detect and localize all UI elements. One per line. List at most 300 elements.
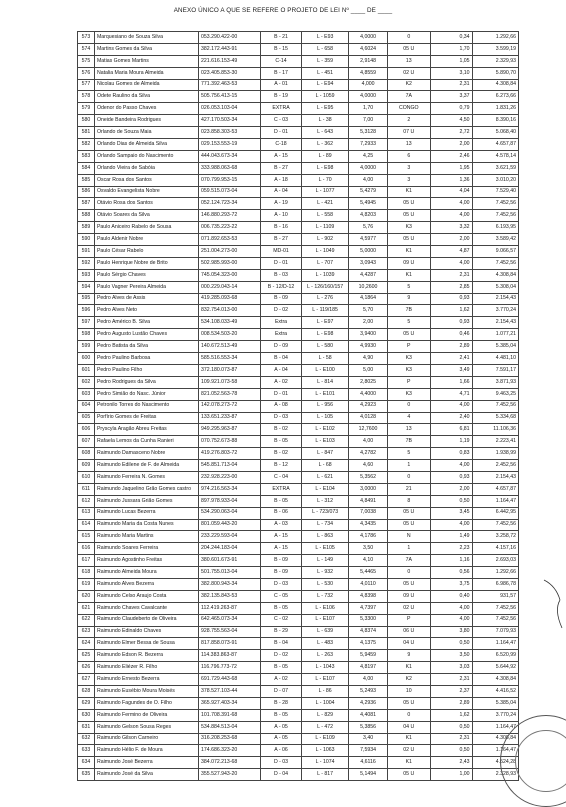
table-cell: 3,50 (349, 543, 387, 555)
table-cell: 931,57 (472, 590, 518, 602)
table-cell: 629 (78, 697, 95, 709)
table-cell: 1.938,99 (472, 448, 518, 460)
table-cell: K1 (387, 662, 430, 674)
table-row (78, 531, 519, 543)
table-cell: 1.164,47 (472, 745, 518, 757)
data-table (77, 31, 519, 781)
table-cell: 3,40 (349, 733, 387, 745)
table-cell: 2.154,43 (472, 317, 518, 329)
table-cell: 1.292,66 (472, 567, 518, 579)
table-cell: Otávio Rosa dos Santos (94, 198, 198, 210)
table-cell: L - 658 (301, 43, 348, 55)
table-cell: 642.465.073-34 (198, 614, 260, 626)
table-row (78, 32, 519, 44)
table-cell: K2 (387, 79, 430, 91)
table-cell: L - 707 (301, 257, 348, 269)
table-cell: 140.672.513-49 (198, 341, 260, 353)
table-cell: Pedro Alves de Assis (94, 293, 198, 305)
table-cell: 8 (387, 495, 430, 507)
table-cell: Raimundo Ernesto Bezerra (94, 674, 198, 686)
table-cell: 6.442,95 (472, 507, 518, 519)
table-cell: 928.755.563-04 (198, 626, 260, 638)
table-cell: Raimundo Fagundes de O. Filho (94, 697, 198, 709)
table-cell: 4.524,28 (472, 757, 518, 769)
table-cell: 607 (78, 436, 95, 448)
table-cell: L - 1049 (301, 246, 348, 258)
table-cell: 2,85 (430, 281, 472, 293)
table-cell: 2 (387, 115, 430, 127)
table-cell: L - E101 (301, 388, 348, 400)
table-cell: 384.072.213-68 (198, 757, 260, 769)
table-cell: A - 01 (261, 79, 302, 91)
table-cell: 7A (387, 91, 430, 103)
table-cell: 632 (78, 733, 95, 745)
table-row (78, 471, 519, 483)
table-row (78, 733, 519, 745)
table-cell: K2 (387, 674, 430, 686)
table-cell: 2,89 (430, 697, 472, 709)
table-cell: Raimundo Edinaldo Chaves (94, 626, 198, 638)
table-cell: 5.068,40 (472, 127, 518, 139)
table-cell: Raimundo Jussara Grião Gomes (94, 495, 198, 507)
table-cell: 4,60 (349, 460, 387, 472)
table-cell: B - 28 (261, 697, 302, 709)
table-cell: C-18 (261, 139, 302, 151)
table-cell: 3.599,19 (472, 43, 518, 55)
table-cell: 3.258,72 (472, 531, 518, 543)
table-cell: 4.308,84 (472, 733, 518, 745)
table-cell: 4,6116 (349, 757, 387, 769)
table-cell: 2,00 (430, 139, 472, 151)
table-cell: Raimundo Chaves Cavalcante (94, 602, 198, 614)
table-cell: A - 15 (261, 150, 302, 162)
table-cell: 897.978.933-04 (198, 495, 260, 507)
table-cell: 071.892.653-53 (198, 234, 260, 246)
table-cell: 0,56 (430, 567, 472, 579)
table-cell: 112.419.263-87 (198, 602, 260, 614)
table-cell: Paulo Aldenir Nobre (94, 234, 198, 246)
table-cell: A - 05 (261, 733, 302, 745)
table-cell: L - 814 (301, 376, 348, 388)
table-row (78, 424, 519, 436)
table-cell: Raimundo Eliézer R. Filho (94, 662, 198, 674)
table-cell: 603 (78, 388, 95, 400)
table-cell: 2.328,93 (472, 769, 518, 781)
table-cell: Pedro Alves Neto (94, 305, 198, 317)
table-cell: 4,2782 (349, 448, 387, 460)
table-cell: Raimundo Ferreira N. Gomes (94, 471, 198, 483)
table-cell: 6,81 (430, 424, 472, 436)
table-cell: B - 21 (261, 32, 302, 44)
table-cell: 1,66 (430, 376, 472, 388)
table-cell: 4,1864 (349, 293, 387, 305)
table-row (78, 697, 519, 709)
table-cell: 3,9400 (349, 329, 387, 341)
table-cell: K1 (387, 733, 430, 745)
table-cell: 07 U (387, 127, 430, 139)
table-cell: 2,46 (430, 150, 472, 162)
table-cell: L - 829 (301, 709, 348, 721)
table-cell: 0 (387, 471, 430, 483)
table-cell: A - 04 (261, 364, 302, 376)
table-cell: 4,8559 (349, 67, 387, 79)
table-row (78, 495, 519, 507)
table-cell: 594 (78, 281, 95, 293)
table-cell: L - E107 (301, 674, 348, 686)
table-cell: 232.928.223-00 (198, 471, 260, 483)
table-row (78, 483, 519, 495)
table-cell: K1 (387, 757, 430, 769)
table-cell: 4.308,84 (472, 674, 518, 686)
table-cell: L - E102 (301, 424, 348, 436)
table-cell: 026.053.103-04 (198, 103, 260, 115)
table-cell: 5 (387, 448, 430, 460)
table-cell: 2,31 (430, 674, 472, 686)
table-cell: Raimundo Lucas Bezerra (94, 507, 198, 519)
table-cell: L - 68 (301, 460, 348, 472)
table-cell: 588 (78, 210, 95, 222)
table-cell: 5,3562 (349, 471, 387, 483)
table-cell: 2,72 (430, 127, 472, 139)
table-cell: 2,00 (430, 234, 472, 246)
table-cell: L - 530 (301, 578, 348, 590)
table-cell: 545.851.713-04 (198, 460, 260, 472)
table-cell: 3.589,42 (472, 234, 518, 246)
table-cell: 4,2923 (349, 400, 387, 412)
table-cell: Odete Raulino da Silva (94, 91, 198, 103)
table-cell: K1 (387, 246, 430, 258)
table-row (78, 567, 519, 579)
table-row (78, 341, 519, 353)
table-cell: C - 02 (261, 614, 302, 626)
table-cell: C - 05 (261, 590, 302, 602)
table-cell: 9.066,57 (472, 246, 518, 258)
table-cell: 5,4465 (349, 567, 387, 579)
table-cell: 5,70 (349, 305, 387, 317)
table-cell: 053.290.422-00 (198, 32, 260, 44)
table-cell: 0 (387, 567, 430, 579)
table-cell: 610 (78, 471, 95, 483)
table-cell: 3.770,24 (472, 709, 518, 721)
table-cell: 771.392.463-53 (198, 79, 260, 91)
table-cell: 378.527.103-44 (198, 685, 260, 697)
table-cell: 2,41 (430, 353, 472, 365)
table-cell: 142.078.273-72 (198, 400, 260, 412)
table-cell: L - 359 (301, 55, 348, 67)
table-row (78, 614, 519, 626)
table-cell: 5,4279 (349, 186, 387, 198)
table-cell: B - 05 (261, 602, 302, 614)
table-cell: 355.527.943-20 (198, 769, 260, 781)
table-cell: Paulo César Rabelo (94, 246, 198, 258)
table-cell: K3 (387, 222, 430, 234)
table-cell: 620 (78, 590, 95, 602)
table-row (78, 127, 519, 139)
table-cell: 7B (387, 436, 430, 448)
table-cell: Orlando Vieira de Sabóia (94, 162, 198, 174)
table-cell: L - 483 (301, 638, 348, 650)
table-cell: 4.308,84 (472, 269, 518, 281)
table-cell: A - 10 (261, 210, 302, 222)
table-cell: 0,50 (430, 638, 472, 650)
table-cell: 2.223,41 (472, 436, 518, 448)
table-cell: L - E104 (301, 483, 348, 495)
table-cell: 316.208.253-68 (198, 733, 260, 745)
table-cell: 577 (78, 79, 95, 91)
table-cell: 2,43 (430, 757, 472, 769)
table-cell: 6.193,95 (472, 222, 518, 234)
table-cell: 0,50 (430, 745, 472, 757)
table-row (78, 162, 519, 174)
table-cell: L - 276 (301, 293, 348, 305)
table-cell: 7.529,40 (472, 186, 518, 198)
table-cell: 4,3435 (349, 519, 387, 531)
table-cell: Raimundo Maria Martins (94, 531, 198, 543)
table-cell: 3,45 (430, 507, 472, 519)
table-cell: 609 (78, 460, 95, 472)
table-cell: B - 03 (261, 269, 302, 281)
table-cell: D - 03 (261, 757, 302, 769)
table-cell: 02 U (387, 745, 430, 757)
table-cell: Pedro Simião do Nasc. Júnior (94, 388, 198, 400)
table-cell: 801.059.443-20 (198, 519, 260, 531)
table-cell: 1,62 (430, 709, 472, 721)
table-cell: 4,1375 (349, 638, 387, 650)
table-cell: K1 (387, 269, 430, 281)
table-cell: 023.405.853-30 (198, 67, 260, 79)
table-cell: 4,00 (430, 257, 472, 269)
table-cell: Raimundo Jaquelino Grão Gomes castro (94, 483, 198, 495)
table-cell: 4,00 (349, 436, 387, 448)
table-row (78, 507, 519, 519)
table-cell: 619 (78, 578, 95, 590)
table-cell: 534.884.513-04 (198, 721, 260, 733)
table-cell: L - 70 (301, 174, 348, 186)
table-cell: 574 (78, 43, 95, 55)
table-row (78, 79, 519, 91)
table-cell: 5,4945 (349, 198, 387, 210)
table-cell: 5.890,70 (472, 67, 518, 79)
table-cell: Pedro Batista da Silva (94, 341, 198, 353)
table-cell: 3,50 (430, 650, 472, 662)
table-cell: 4,8491 (349, 495, 387, 507)
table-cell: 586 (78, 186, 95, 198)
table-cell: 204.244.183-04 (198, 543, 260, 555)
table-cell: 5,3300 (349, 614, 387, 626)
table-cell: D - 03 (261, 578, 302, 590)
table-row (78, 460, 519, 472)
table-row (78, 709, 519, 721)
table-cell: 3,0943 (349, 257, 387, 269)
table-cell: N (387, 531, 430, 543)
table-cell: Orlando de Souza Maia (94, 127, 198, 139)
table-row (78, 685, 519, 697)
table-cell: 587 (78, 198, 95, 210)
table-cell: B - 09 (261, 293, 302, 305)
table-cell: 601 (78, 364, 95, 376)
table-cell: B - 15 (261, 43, 302, 55)
table-cell: 5,9459 (349, 650, 387, 662)
table-cell: B - 05 (261, 709, 302, 721)
table-cell: 05 U (387, 43, 430, 55)
table-cell: L - 643 (301, 127, 348, 139)
table-cell: 05 U (387, 697, 430, 709)
table-cell: Raimundo Gelson Sousa Reges (94, 721, 198, 733)
table-row (78, 745, 519, 757)
table-cell: 580 (78, 115, 95, 127)
table-cell: 0 (387, 400, 430, 412)
table-cell: 534.108.033-49 (198, 317, 260, 329)
table-cell: B - 02 (261, 424, 302, 436)
table-cell: 7.591,17 (472, 364, 518, 376)
table-cell: 579 (78, 103, 95, 115)
table-row (78, 602, 519, 614)
table-cell: 4.657,87 (472, 139, 518, 151)
table-cell: L - 105 (301, 412, 348, 424)
table-cell: 427.170.503-34 (198, 115, 260, 127)
table-cell: 0,79 (430, 103, 472, 115)
table-cell: A - 19 (261, 198, 302, 210)
table-cell: 221.616.153-49 (198, 55, 260, 67)
table-cell: P (387, 376, 430, 388)
table-cell: 9 (387, 293, 430, 305)
table-cell: D - 04 (261, 769, 302, 781)
table-cell: 174.686.323-20 (198, 745, 260, 757)
table-cell: 615 (78, 531, 95, 543)
table-cell: 581 (78, 127, 95, 139)
table-cell: D - 02 (261, 650, 302, 662)
table-cell: L - 1077 (301, 186, 348, 198)
table-cell: 1.164,47 (472, 495, 518, 507)
table-cell: 4.481,10 (472, 353, 518, 365)
table-cell: 576 (78, 67, 95, 79)
table-cell: 09 U (387, 590, 430, 602)
table-cell: L - E97 (301, 317, 348, 329)
table-cell: 4,87 (430, 246, 472, 258)
table-cell: 0,40 (430, 590, 472, 602)
table-cell: 602 (78, 376, 95, 388)
table-cell: A - 03 (261, 519, 302, 531)
table-cell: 1,62 (430, 305, 472, 317)
table-cell: B - 02 (261, 448, 302, 460)
table-cell: Rafaela Lemos da Cunha Ranieri (94, 436, 198, 448)
table-cell: 5,2493 (349, 685, 387, 697)
table-cell: Raimundo Edilene de F. de Almeida (94, 460, 198, 472)
table-cell: 583 (78, 150, 95, 162)
table-cell: 1.077,21 (472, 329, 518, 341)
table-cell: 4,00 (430, 614, 472, 626)
table-cell: B - 09 (261, 555, 302, 567)
table-cell: 2,37 (430, 685, 472, 697)
table-cell: 4,00 (430, 400, 472, 412)
table-cell: D - 01 (261, 257, 302, 269)
table-cell: Pedro Augusto Lustão Chaves (94, 329, 198, 341)
table-cell: 5 (387, 317, 430, 329)
table-cell: 5.385,04 (472, 697, 518, 709)
table-cell: 617 (78, 555, 95, 567)
table-cell: A - 05 (261, 721, 302, 733)
table-cell: B - 06 (261, 507, 302, 519)
table-row (78, 305, 519, 317)
table-cell: 133.651.233-87 (198, 412, 260, 424)
table-row (78, 174, 519, 186)
table-cell: L - 1063 (301, 745, 348, 757)
table-cell: B - 05 (261, 662, 302, 674)
table-cell: B - 04 (261, 353, 302, 365)
table-cell: L - 149 (301, 555, 348, 567)
table-row (78, 412, 519, 424)
table-cell: 599 (78, 341, 95, 353)
table-cell: A - 02 (261, 376, 302, 388)
table-cell: L - 58 (301, 353, 348, 365)
table-cell: 2,9148 (349, 55, 387, 67)
table-row (78, 293, 519, 305)
table-cell: 04 U (387, 638, 430, 650)
table-cell: L - 621 (301, 471, 348, 483)
table-cell: 419.276.803-72 (198, 448, 260, 460)
table-cell: Petronilo Torres do Nascimento (94, 400, 198, 412)
table-row (78, 364, 519, 376)
table-cell: 2,00 (430, 483, 472, 495)
table-cell: L - 451 (301, 67, 348, 79)
table-cell: 5.385,04 (472, 341, 518, 353)
table-cell: 7.452,56 (472, 198, 518, 210)
table-cell: C - 04 (261, 471, 302, 483)
table-cell: 582 (78, 139, 95, 151)
table-cell: L - E94 (301, 79, 348, 91)
table-cell: 4,8374 (349, 626, 387, 638)
table-cell: 1.292,66 (472, 32, 518, 44)
page-title: ANEXO ÚNICO A QUE SE REFERE O PROJETO DE LEI Nº ____ DE ____ (173, 7, 393, 14)
table-row (78, 519, 519, 531)
table-cell: L - 1109 (301, 222, 348, 234)
table-cell: 633 (78, 745, 95, 757)
table-row (78, 376, 519, 388)
table-cell: Raimundo Hélio F. de Moura (94, 745, 198, 757)
table-cell: 4,9930 (349, 341, 387, 353)
table-cell: 578 (78, 91, 95, 103)
table-cell: K3 (387, 388, 430, 400)
table-row (78, 150, 519, 162)
table-cell: 6.273,66 (472, 91, 518, 103)
table-cell: Raimundo Agostinho Freitas (94, 555, 198, 567)
table-row (78, 650, 519, 662)
table-cell: 4,8197 (349, 662, 387, 674)
table-cell: 600 (78, 353, 95, 365)
table-cell: 5,0000 (349, 246, 387, 258)
table-cell: 070.752.673-88 (198, 436, 260, 448)
table-cell: 6.986,78 (472, 578, 518, 590)
table-cell: 3.621,59 (472, 162, 518, 174)
table-cell: L - 421 (301, 198, 348, 210)
table-cell: 008.534.503-20 (198, 329, 260, 341)
table-cell: 1,16 (430, 555, 472, 567)
table-cell: L - 89 (301, 150, 348, 162)
table-cell: 13 (387, 55, 430, 67)
table-cell: Pedro Rodrigues da Silva (94, 376, 198, 388)
table-cell: 1,05 (430, 55, 472, 67)
table-cell: 596 (78, 305, 95, 317)
table-cell: 12,7600 (349, 424, 387, 436)
table-cell: B - 04 (261, 638, 302, 650)
table-row (78, 186, 519, 198)
table-cell: 023.858.303-53 (198, 127, 260, 139)
table-cell: Osvaldo Evangelista Nobre (94, 186, 198, 198)
table-cell: L - 863 (301, 531, 348, 543)
table-cell: 3,75 (430, 578, 472, 590)
table-cell: 5,76 (349, 222, 387, 234)
table-cell: 628 (78, 685, 95, 697)
